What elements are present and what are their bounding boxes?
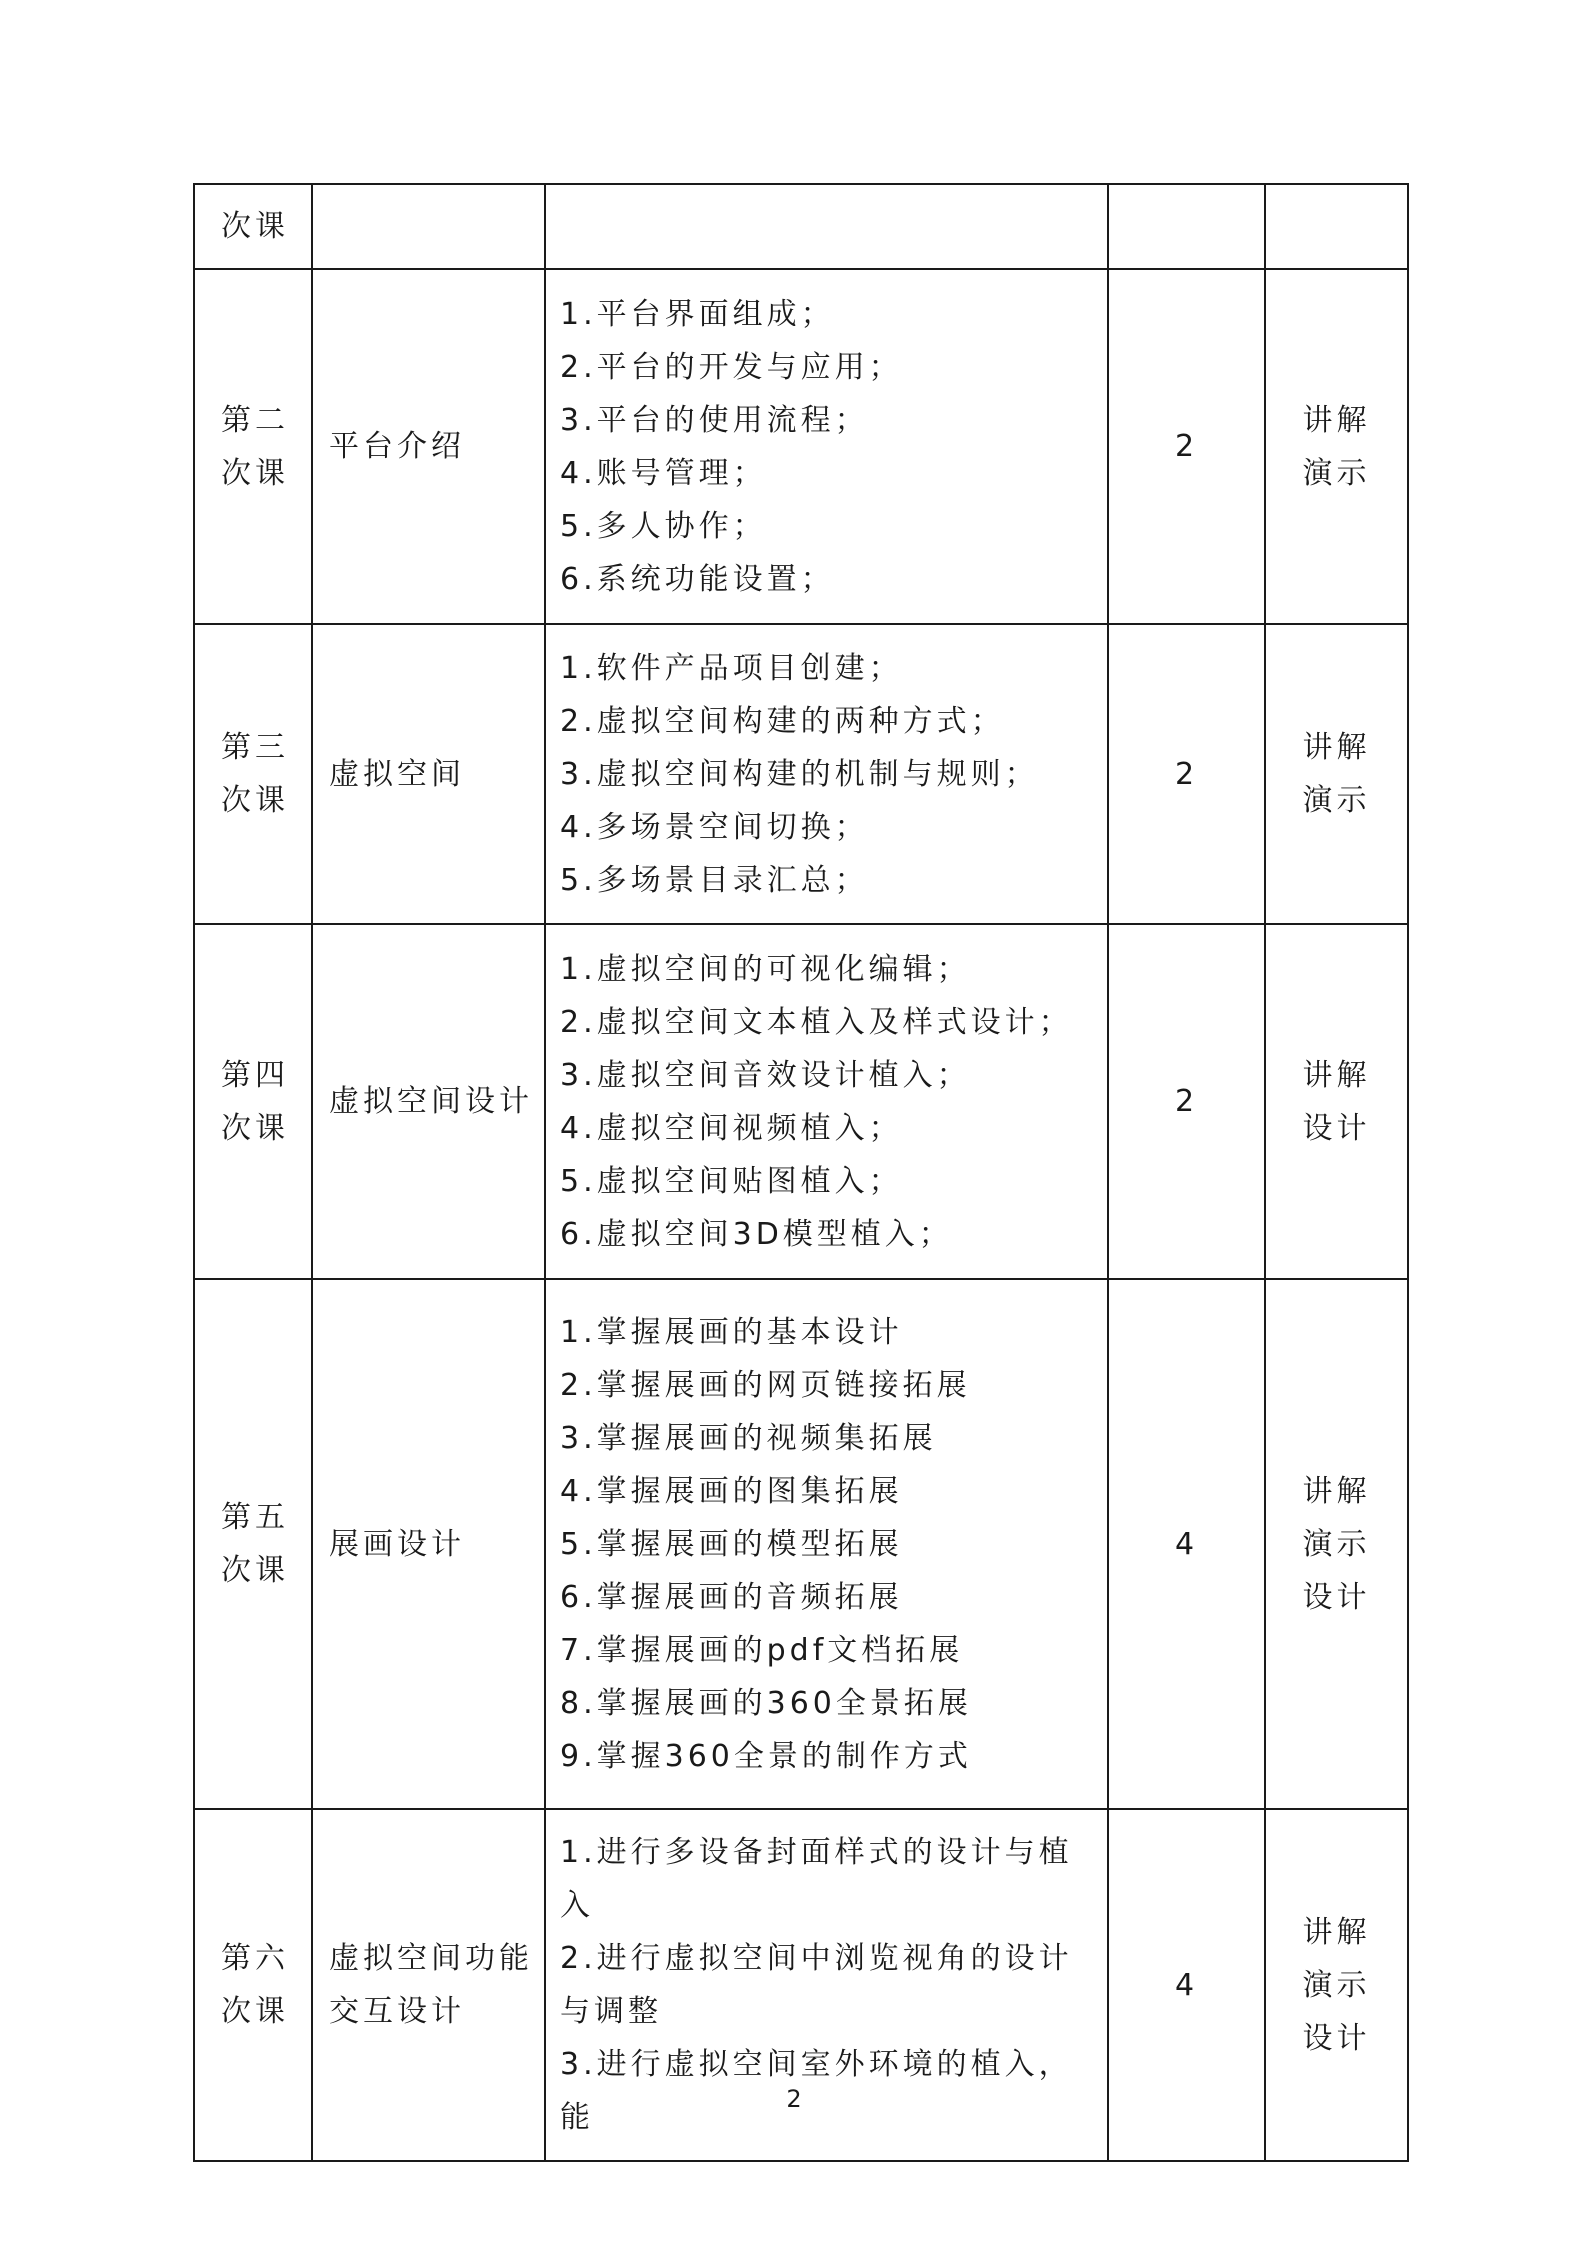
lesson-cell [194, 624, 312, 924]
content-item: 3.掌握展画的视频集拓展 [560, 1420, 937, 1456]
lesson-label: 次课 [221, 1553, 289, 1588]
lesson-label: 次课 [221, 1994, 289, 2029]
content-item: 6.系统功能设置； [560, 561, 835, 597]
table-row [194, 1279, 1408, 1809]
table-body [194, 184, 1408, 2161]
lesson-label: 第三 [221, 730, 289, 765]
method-label: 演示 [1302, 455, 1371, 491]
content-item: 1.虚拟空间的可视化编辑； [560, 951, 971, 987]
content-item: 2.平台的开发与应用； [560, 349, 903, 385]
lesson-cell [194, 1279, 312, 1809]
content-item: 1.软件产品项目创建； [560, 650, 903, 686]
content-item: 4.虚拟空间视频植入； [560, 1110, 903, 1146]
content-item: 1.进行多设备封面样式的设计与植入 [560, 1835, 1073, 1923]
content-item: 7.掌握展画的pdf文档拓展 [560, 1632, 964, 1668]
content-item: 5.多人协作； [560, 508, 767, 544]
content-item: 8.掌握展画的360全景拓展 [560, 1685, 972, 1721]
content-item: 4.掌握展画的图集拓展 [560, 1473, 903, 1509]
lesson-label: 第四 [221, 1057, 289, 1093]
table-row [194, 624, 1408, 924]
content-item: 6.虚拟空间3D模型植入； [560, 1216, 953, 1252]
method-label: 设计 [1302, 1579, 1371, 1615]
method-label: 演示 [1302, 1967, 1371, 2003]
hours-value: 2 [1174, 1084, 1199, 1119]
lesson-cell [194, 184, 312, 269]
hours-cell [1108, 184, 1265, 269]
content-item: 4.账号管理； [560, 455, 767, 491]
lesson-cell [194, 924, 312, 1279]
lesson-label: 次课 [221, 455, 289, 491]
content-item: 2.进行虚拟空间中浏览视角的设计与调整 [560, 1941, 1073, 2029]
content-item: 5.掌握展画的模型拓展 [560, 1526, 903, 1562]
lesson-label: 第五 [221, 1500, 289, 1535]
content-item: 1.掌握展画的基本设计 [560, 1314, 903, 1350]
table-row [194, 184, 1408, 269]
topic-cell [312, 269, 545, 624]
topic-cell [312, 924, 545, 1279]
content-item: 6.掌握展画的音频拓展 [560, 1579, 903, 1615]
method-label: 设计 [1302, 2020, 1371, 2056]
method-label: 讲解 [1302, 1914, 1371, 1950]
method-label: 讲解 [1302, 730, 1371, 765]
method-label: 讲解 [1302, 1057, 1371, 1093]
content-item: 3.进行虚拟空间室外环境的植入，能 [560, 2047, 1073, 2135]
topic-cell [312, 624, 545, 924]
method-label: 讲解 [1302, 1473, 1371, 1509]
lesson-label: 第二 [221, 402, 289, 438]
hours-cell [1108, 924, 1265, 1279]
content-item: 1.平台界面组成； [560, 296, 835, 332]
topic-label: 平台介绍 [329, 429, 465, 464]
topic-cell [312, 1279, 545, 1809]
lesson-label: 次课 [221, 1110, 289, 1146]
content-item: 3.虚拟空间音效设计植入； [560, 1057, 971, 1093]
content-cell [545, 924, 1108, 1279]
content-item: 3.平台的使用流程； [560, 402, 869, 438]
method-cell [1265, 184, 1408, 269]
content-item: 5.多场景目录汇总； [560, 862, 869, 898]
hours-value: 2 [1174, 429, 1199, 464]
content-cell [545, 624, 1108, 924]
lesson-cell [194, 269, 312, 624]
content-cell [545, 269, 1108, 624]
hours-value: 4 [1174, 1526, 1199, 1562]
method-label: 讲解 [1302, 402, 1371, 438]
course-schedule-table [193, 183, 1409, 2162]
content-item: 2.掌握展画的网页链接拓展 [560, 1367, 971, 1403]
method-cell [1265, 924, 1408, 1279]
topic-label: 交互设计 [329, 1994, 465, 2029]
method-cell [1265, 269, 1408, 624]
hours-cell [1108, 269, 1265, 624]
topic-label: 展画设计 [329, 1526, 465, 1562]
table-row [194, 924, 1408, 1279]
content-item: 2.虚拟空间构建的两种方式； [560, 703, 1005, 739]
topic-label: 虚拟空间功能 [329, 1941, 533, 1976]
content-item: 4.多场景空间切换； [560, 809, 869, 845]
topic-label: 虚拟空间设计 [329, 1084, 533, 1119]
topic-cell [312, 184, 545, 269]
hours-cell [1108, 1279, 1265, 1809]
lesson-label: 次课 [221, 783, 289, 818]
table-row [194, 269, 1408, 624]
method-label: 设计 [1302, 1110, 1371, 1146]
hours-value: 2 [1174, 756, 1199, 792]
method-cell [1265, 1279, 1408, 1809]
hours-value: 4 [1174, 1967, 1199, 2003]
hours-cell [1108, 624, 1265, 924]
topic-label: 虚拟空间 [329, 756, 465, 792]
method-label: 演示 [1302, 1526, 1371, 1562]
content-item: 9.掌握360全景的制作方式 [560, 1738, 972, 1774]
content-item: 3.虚拟空间构建的机制与规则； [560, 756, 1039, 792]
method-cell [1265, 624, 1408, 924]
content-cell [545, 1279, 1108, 1809]
lesson-label: 次课 [221, 209, 289, 244]
method-label: 演示 [1302, 783, 1371, 818]
content-cell [545, 184, 1108, 269]
content-item: 2.虚拟空间文本植入及样式设计； [560, 1004, 1073, 1040]
page-number: 2 [786, 2085, 802, 2113]
content-item: 5.虚拟空间贴图植入； [560, 1163, 903, 1199]
lesson-label: 第六 [221, 1941, 289, 1976]
